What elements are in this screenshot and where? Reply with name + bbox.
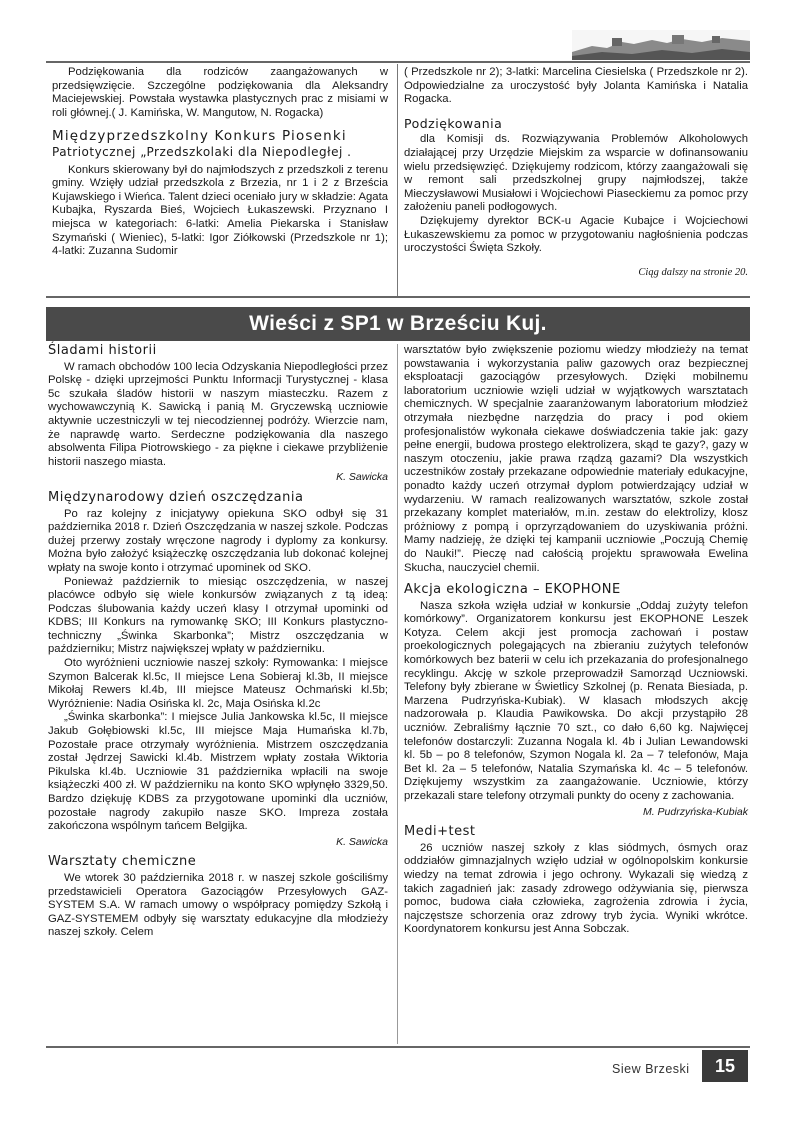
- page-number: 15: [714, 1056, 736, 1076]
- continued-note: Ciąg dalszy na stronie 20.: [638, 266, 748, 278]
- section-savings-title: Międzynarodowy dzień oszczędzania: [48, 489, 304, 505]
- section-history-text: W ramach obchodów 100 lecia Odzyskania Niepodległości przez Polskę - dzięki uprzejmości Punktu Informacji Turystycznej - klasa 5c szukała śladów historii w naszym miasteczku. Razem z wychowawczynią K. Sawicką i panią M. Gryczewską uczniowie aktywnie uczestniczyli w tej niecodziennej podróży. Wierzcie nam, że naprawdę warto. Serdeczne podziękowania dla naszego absolwenta Filipa Piotrowskiego - za piękne i ciekawe przybliżenie historii naszego miasta.: [48, 360, 389, 468]
- section-ekophone-title: Akcja ekologiczna – EKOPHONE: [404, 582, 621, 598]
- section-savings-p4: „Świnka skarbonka”: I miejsce Julia Jankowska kl.5c, II miejsce Jakub Gołębiowski kl.5c, III miejsce Maja Humańska kl.7b, Pozostałe prace otrzymały wyróżnienia. Mistrzem oszczędzania został Jędrzej Sawicki kl.4b. Mistrzem wpłaty została Wiktoria Pikulska kl.4b. Uczniowie 31 października wpłacili na swoje książeczki 400 zł. W październiku na konto SKO wpłynęło 3329,50. Bardzo dziękuję KDBS za przygotowane upominki dla uczniów, pozostałe nagrody zakupiło nasze SKO. Impreza została zakończona wspólnym tańcem Belgijka.: [48, 711, 388, 833]
- top-bottom-rule: [46, 296, 750, 298]
- top-right-column: [404, 66, 748, 279]
- top-left-intro: Podziękowania dla rodziców zaangażowanych w przedsięwzięcie. Szczególne podziękowania dla Aleksandry Maciejewskiej. Powstała wystawka plastycznych prac z misiami w roli głównej.( J. Kamińska, W. Mangutow, N. Rogacka): [52, 66, 388, 119]
- top-left-column: [52, 66, 388, 259]
- section-ekophone-text: Nasza szkoła wzięła udział w konkursie „Oddaj zużyty telefon komórkowy”. Organizatorem konkursu jest EKOPHONE Leszek Kotyza. Celem akcji jest promocja zachowań i postaw proekologicznych polegających na zbieraniu zużytych telefonów komórkowych bez baterii w celu ich przekazania do profesjonalnego recyklingu. Akcję w szkole przeprowadził Samorząd Uczniowski. Telefony były zbierane w Świetlicy Szkolnej (p. Renata Biesiada, p. Marzena Pudrzyńska-Kubiak). W klasach młodszych akcję nadzorowała p. Klaudia Pawikowska. Do akcji przystąpiło 28 uczniów. Zebraliśmy łącznie 70 szt., co dało 6,60 kg. Najwięcej telefonów dostarczyli: Zuzanna Nogala kl. 4b i Julian Lewandowski kl. 5b – po 8 telefonów, Szymon Nogala kl. 2a – 7 telefonów, Maja Bet kl. 2a – 5 telefonów, Natalia Szymańska kl. 4c – 5 telefonów. Dziękujemy wszystkim za zaangażowanie. Uczniowie, którzy przekazali stare telefony otrzymali punkty do oceny z zachowania.: [404, 599, 748, 802]
- landscape-illustration: [572, 30, 750, 60]
- main-right-column: [404, 344, 748, 937]
- contest-subtitle: Patriotycznej „Przedszkolaki dla Niepodległej .: [52, 144, 352, 159]
- main-left-column: [48, 342, 388, 940]
- contest-text: Konkurs skierowany był do najmłodszych z przedszkoli z terenu gminy. Wzięły udział przedszkola z Brzezia, nr 1 i 2 z Brześcia Kujawskiego i Wieńca. Talent dzieci oceniało jury w składzie: Agata Kubajka, Ryszarda Bieś, Wojciech Łukaszewski. Przyznano I miejsca w kategoriach: 6-latki: Amelia Piekarska i Stanisław Szymański ( Wieniec), 5-latki: Igor Ziółkowski (Przedszkole nr 1); 4-latki: Zuzanna Sudomir: [52, 163, 388, 258]
- section-savings-p2: Ponieważ październik to miesiąc oszczędzenia, w naszej placówce odbyło się wiele konkursów związanych z tą ideą: Podczas ślubowania każdy uczeń klasy I otrzymał upominki od KDBS; III Konkurs na rymowankę SKO; III Konkurs plastyczno-techniczny „Świnka Skarbonka”; Mistrz oszczędzania w październiku; Mistrz największej wpłaty w październiku.: [48, 575, 388, 656]
- section-savings-p3: Oto wyróżnieni uczniowie naszej szkoły: Rymowanka: I miejsce Szymon Balcerak kl.5c, II miejsce Lena Sobieraj kl.3b, II miejsce Mikołaj Rewers kl.4b, III miejsce Mateusz Ochmański kl.5b; Wyróżnienie: Nadia Osińska kl. 2c, Maja Osińska kl.2c: [48, 657, 388, 710]
- section-history-signature: K. Sawicka: [336, 471, 388, 484]
- section-meditest-title: Medi+test: [404, 824, 476, 840]
- top-right-intro: ( Przedszkole nr 2); 3-latki: Marcelina Ciesielska ( Przedszkole nr 2). Odpowiedzialne za uroczystość były Jolanta Kamińska i Natalia Rogacka.: [404, 66, 748, 106]
- top-rule: [46, 61, 750, 63]
- banner-title: Wieści z SP1 w Brześciu Kuj.: [249, 312, 547, 335]
- section-banner: [46, 307, 750, 341]
- section-meditest-text: 26 uczniów naszej szkoły z klas siódmych, ósmych oraz oddziałów gimnazjalnych wzięło udział w ogólnopolskim konkursie wiedzy na temat zdrowia i jego ochrony. Wykazali się wiedzą z takich zagadnień jak: zasady zdrowego odżywiania się, pierwsza pomoc, budowa ciała człowieka, zagrożenia zdrowia i życia, najczęstsze schorzenia oraz zdrowy tryb życia. Wyniki wkrótce. Koordynatorem konkursu jest Anna Sobczak.: [404, 841, 748, 936]
- footer-rule: [46, 1046, 750, 1048]
- section-savings-p1: Po raz kolejny z inicjatywy opiekuna SKO odbył się 31 października 2018 r. Dzień Oszczędzania w naszej szkole. Podczas dużej przerwy zostały wręczone nagrody i dyplomy za konkursy. Można było założyć książeczkę oszczędzania lub dokonać kolejnej wpłaty na swoje konto i otrzymać upominek od SKO.: [48, 507, 388, 574]
- section-history-title: Śladami historii: [48, 343, 157, 358]
- section-chemistry-title: Warsztaty chemiczne: [48, 854, 197, 870]
- section-chemistry-text: We wtorek 30 października 2018 r. w naszej szkole gościliśmy przedstawicieli Operatora Gazociągów Przesyłowych GAZ-SYSTEM S.A. W ramach umowy o współpracy pomiędzy Szkołą i GAZ-SYSTEMEM odbyły się warsztaty edukacyjne dla młodzieży naszej szkoły. Celem: [48, 871, 388, 939]
- section-savings-signature: K. Sawicka: [336, 835, 388, 848]
- thanks-paragraph-2: Dziękujemy dyrektor BCK-u Agacie Kubajce i Wojciechowi Łukaszewskiemu za pomoc w przygotowaniu nagłośnienia podczas uroczystości Święta Szkoły.: [404, 214, 748, 255]
- main-column-divider: [397, 344, 398, 1044]
- top-column-divider: [397, 64, 398, 296]
- page-number-box: [702, 1050, 748, 1082]
- contest-title: Międzyprzedszkolny Konkurs Piosenki: [52, 128, 347, 145]
- thanks-title: Podziękowania: [404, 115, 503, 131]
- thanks-paragraph-1: dla Komisji ds. Rozwiązywania Problemów Alkoholowych działającej przy Urzędzie Miejskim za wsparcie w dofinansowaniu wielu przedsięwzięć. Dziękujemy rodzicom, którzy zaangażowali się w remont sali przedszkolnej grupy najmłodszej, także Mieczysławowi Musiałowi i Wojciechowi Piaseckiemu za pomoc przy założeniu paneli podłogowych.: [404, 133, 748, 214]
- header-landscape-image: [572, 30, 750, 60]
- section-ekophone-signature: M. Pudrzyńska-Kubiak: [642, 805, 748, 818]
- chemistry-continued-text: warsztatów było zwiększenie poziomu wiedzy młodzieży na temat powstawania i wykorzystania paliw gazowych oraz bezpiecznej eksploatacji gazociągów przesyłowych. Dzięki mobilnemu laboratorium uczniowie wzięli udział w wyjątkowych warsztatach chemicznych. W specjalnie zaaranżowanym laboratorium młodzież otrzymała niezbędne narzędzia do pracy i pod okiem profesjonalistów wykonała ciekawe doświadczenia takie jak: gazy pełne energii, budowa prostego elektrolizera, skąd te gazy?, gazy w naszym otoczeniu, jakie prawa rządzą gazami? Dla wszystkich uczestników zostały przekazane odpowiednie materiały edukacyjne, ponadto każdy uczeń otrzymał dyplom potwierdzający udział w wydarzeniu. W ramach realizowanych warsztatów, szkole został przekazany komplet materiałów, m.in. zestaw do elektrolizy, klosz próżniowy z pompą i oprzyrządowaniem do uzyskiwania próżni. Mamy nadzieję, że dzięki tej kampanii uczniowie „Poczują Chemię do Nauki!”. Pieczę nad całością projektu sprawowała Ewelina Skucha, nauczyciel chemii.: [404, 344, 748, 574]
- footer-publication: Siew Brzeski: [612, 1062, 690, 1076]
